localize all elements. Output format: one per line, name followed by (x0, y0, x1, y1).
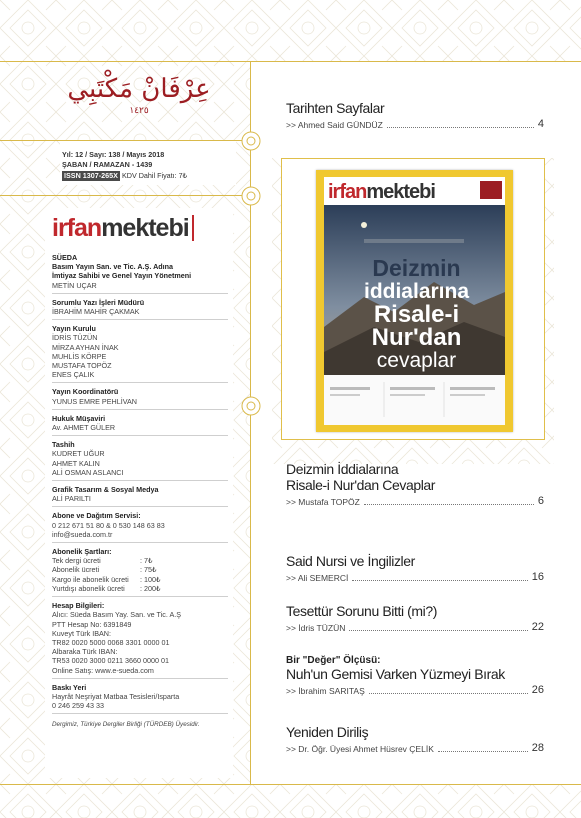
issue-info (62, 150, 232, 181)
masthead-subscription: Abonelik Şartları: Tek dergi ücreti : 7₺ Abonelik ücreti : 75₺ Kargo ile abonelik ücreti : 100₺ Yurtdışı abonelik ücreti : 200₺ (52, 546, 228, 597)
toc-entry[interactable] (286, 461, 544, 507)
logo-bar (192, 215, 194, 241)
logo-mektebi-text: mektebi (101, 213, 189, 242)
online-shop-link[interactable]: Online Satış: www.e-sueda.com (52, 665, 154, 675)
toc-title: Deizmin İddialarına (286, 461, 399, 477)
toc-author: >> Ahmed Said GÜNDÜZ (286, 120, 383, 130)
toc-page-number: 28 (531, 742, 544, 754)
magazine-cover-image[interactable] (316, 170, 513, 432)
rosette-ornament-top (240, 130, 262, 152)
toc-page-number: 16 (531, 571, 544, 583)
toc-author: >> Mustafa TOPÖZ (286, 497, 360, 507)
email-link[interactable]: info@sueda.com.tr (52, 529, 113, 539)
toc-page-number: 26 (531, 684, 544, 696)
masthead-legal: Hukuk Müşaviri Av. AHMET GÜLER (52, 413, 228, 436)
logo-irfan-text: irfan (52, 213, 102, 242)
rosette-ornament-mid (240, 185, 262, 207)
masthead-design: Grafik Tasarım & Sosyal Medya ALİ PARILTI (52, 484, 228, 507)
cover-headline: Deizmin iddialarına Risale-i Nur'dan cevaplar (363, 255, 470, 372)
toc-page-number: 6 (537, 495, 544, 507)
cover-logo: irfanmektebi (328, 181, 435, 203)
toc-entry[interactable] (286, 724, 544, 754)
left-header-rule (0, 140, 250, 141)
issn-badge: ISSN 1307-265X (64, 171, 118, 180)
toc-author: >> İdris TÜZÜN (286, 623, 346, 633)
calligraphy-text: عِرْفَانْ مَكْتَبِي (67, 74, 211, 104)
toc-title: Tesettür Sorunu Bitti (mi?) (286, 603, 438, 619)
bottom-gold-rule (0, 784, 581, 785)
toc-page-number: 22 (531, 621, 544, 633)
arabic-calligraphy-logo (64, 72, 214, 122)
toc-title-line2: Risale-i Nur'dan Cevaplar (286, 477, 436, 493)
masthead-service: Abone ve Dağıtım Servisi: 0 212 671 51 80 & 0 530 148 63 83 info@sueda.com.tr (52, 510, 228, 543)
toc-entry[interactable] (286, 603, 544, 633)
toc-entry[interactable] (286, 100, 544, 130)
toc-entry[interactable] (286, 655, 544, 696)
price-text: KDV Dahil Fiyatı: 7₺ (121, 171, 188, 180)
toc-title: Nuh'un Gemisi Varken Yüzmeyi Bırak (286, 666, 505, 682)
masthead-publisher: SÜEDA Basım Yayın San. ve Tic. A.Ş. Adına İmtiyaz Sahibi ve Genel Yayın Yönetmeni METİN UÇAR (52, 252, 228, 294)
masthead-board: Yayın Kurulu İDRİS TÜZÜN MİRZA AYHAN İNAK MUHLİS KÖRPE MUSTAFA TOPÖZ ENES ÇALIK (52, 323, 228, 383)
left-logo-rule (0, 195, 250, 196)
masthead (52, 252, 228, 730)
calligraphy-year: ١٤٢٥ (129, 106, 149, 116)
rosette-ornament-lower (240, 395, 262, 417)
masthead-coordinator: Yayın Koordinatörü YUNUS EMRE PEHLİVAN (52, 386, 228, 409)
masthead-print: Baskı Yeri Hayrât Neşriyat Matbaa Tesisleri/Isparta 0 246 259 43 33 (52, 682, 228, 715)
toc-author: >> Ali SEMERCİ (286, 573, 349, 583)
masthead-account: Hesap Bilgileri: Alıcı: Süeda Basım Yay. San. ve Tic. A.Ş PTT Hesap No: 6391849 Kuveyt Türk IBAN: TR82 0020 5000 0068 3301 0000 01 Albaraka Türk IBAN: TR53 0020 3000 0211 3660 0000 01 Online Satış: www.e-sueda.com (52, 600, 228, 679)
masthead-editor: Sorumlu Yazı İşleri Müdürü İBRAHİM MAHİR ÇAKMAK (52, 297, 228, 320)
toc-author: >> Dr. Öğr. Üyesi Ahmet Hüsrev ÇELİK (286, 744, 434, 754)
toc-author: >> İbrahim SARITAŞ (286, 686, 365, 696)
irfan-mektebi-logo (52, 213, 194, 243)
masthead-proofreading: Tashih KUDRET UĞUR AHMET KALIN ALİ OSMAN ASLANCI (52, 439, 228, 481)
toc-title: Yeniden Diriliş (286, 724, 369, 740)
toc-title: Said Nursi ve İngilizler (286, 553, 415, 569)
hijri-line: ŞABAN / RAMAZAN - 1439 (62, 160, 153, 169)
issue-line: Yıl: 12 / Sayı: 138 / Mayıs 2018 (62, 150, 165, 159)
toc-title: Tarihten Sayfalar (286, 100, 385, 116)
masthead-footer-note: Dergimiz, Türkiye Dergiler Birliği (TÜRDEB) Üyesidir. (52, 721, 200, 729)
top-gold-rule (0, 61, 581, 62)
column-divider-rule (250, 62, 251, 784)
toc-page-number: 4 (537, 118, 544, 130)
toc-entry[interactable] (286, 553, 544, 583)
cover-calligraphy-badge (480, 181, 502, 199)
toc-subtitle: Bir "Değer" Ölçüsü: (286, 655, 381, 666)
